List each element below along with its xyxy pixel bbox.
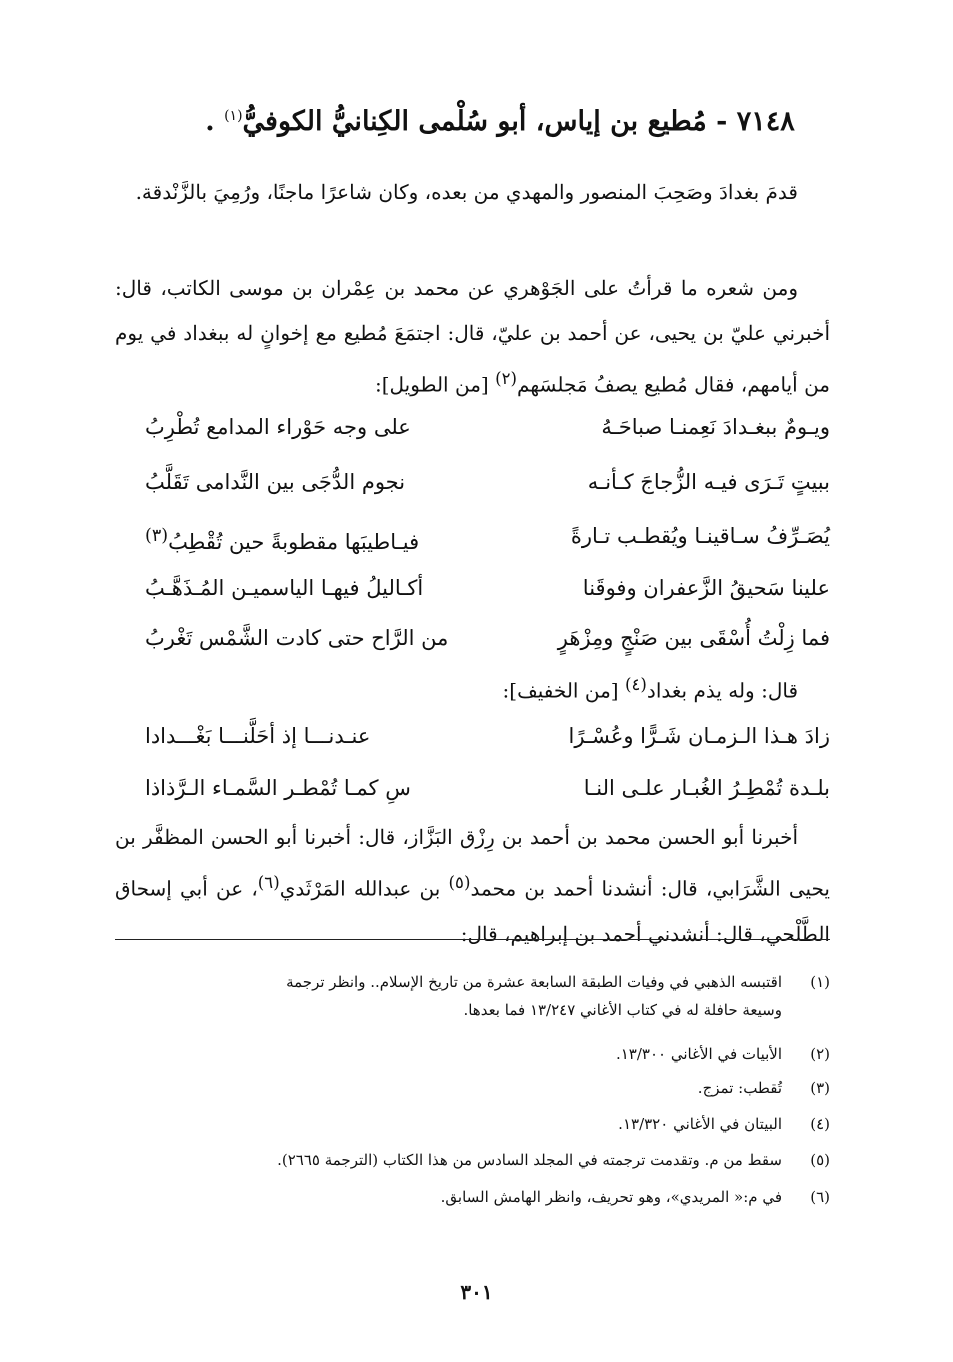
second-hemistich: من الرَّاح حتى كادت الشَّمْس تَغْربُ [145,626,449,650]
second-hemistich: نجوم الدُّجَى بين النَّدامى تَقَلَّبُ [145,470,406,494]
paragraph-4: أخبرنا أبو الحسن محمد بن أحمد بن رِزْق البَزَّاز، قال: أخبرنا أبو الحسن المظفَّر بن يحيى الشَّرَابي، قال: أنشدنا أحمد بن محمد$^{(٥)}$ بن عبدالله المَرْثَدي$^{(٦)}$، عن أبي إسحاق الطَّلْحي، قال: أنشدني أحمد بن إبراهيم، قال: [115,825,831,946]
verse-line [130,512,830,560]
footnote-1: (١)اقتبسه الذهبي في وفيات الطبقة السابعة عشرة من تاريخ الإسلام.. وانظر ترجمة وسيعة حافلة له في كتاب الأغاني ١٣/٢٤٧ فما بعدها. [286,973,830,1019]
second-hemistich: أكـاليلُ فيهـا الياسميـن المُـذَهَّـبُ [145,576,424,600]
first-hemistich: زادَ هـذا الـزمـان شَـرًّا وعُسْـرًا [568,724,830,748]
entry-title: - مُطيع بن إياس، أبو سُلْمى الكِنانيُّ الكوفيُّ [242,106,728,137]
first-hemistich: ويـومٌ ببغـدادَ نَعِمنـا صباحَـهُ [601,415,830,439]
verse-line [130,712,830,760]
footnote-4: (٤)البيتان في الأغاني ١٣/٣٢٠. [618,1115,830,1133]
verse-line [130,614,830,662]
verse-line [130,764,830,812]
second-hemistich: فيـاطيبَها مقطوبةً حين تُقْطِبُ$^{(٣)}$ [145,526,420,554]
footnote-ref: (٦) [257,873,280,892]
footnote-ref: (٢) [495,369,518,388]
verse-line [130,403,830,451]
first-hemistich: بلـدة تُمْطِـرُ الغُبـار علـى النـا [583,776,830,800]
verse-line [130,458,830,506]
page-number: ٣٠١ [460,1280,493,1304]
footnote-divider [115,939,830,940]
entry-number: ٧١٤٨ [736,106,795,137]
footnote-5: (٥)سقط من م. وتقدمت ترجمته في المجلد السادس من هذا الكتاب (الترجمة ٢٦٦٥). [277,1151,830,1169]
paragraph-3: قال: وله يذم بغداد$^{(٤)}$ [من الخفيف]: [502,675,798,703]
footnote-ref: (٣) [145,526,169,546]
heading-end: . [205,106,215,137]
second-hemistich: عنـدنـــا إذ أحَلَّنـــا بَغْـــدادا [145,724,371,748]
footnote-6: (٦)في م:« المريدي»، وهو تحريف، وانظر الهامش السابق. [440,1188,830,1206]
paragraph-2: ومن شعره ما قرأتُ على الجَوْهري عن محمد بن عِمْران بن موسى الكاتب، قال: أخبرني عليّ بن يحيى، عن أحمد بن عليّ، قال: اجتمَعَ مُطيع مع إخوانٍ له ببغداد في يوم من أيامهم، فقال مُطيع يصفُ مَجلسَهم$^{(٢)}$ [من الطويل]: [115,276,830,397]
first-hemistich: يُصَـرِّفُ سـاقينـا ويُقطـب تـارةً [570,524,830,548]
entry-heading [200,96,800,142]
footnote-2: (٢)الأبيات في الأغاني ١٣/٣٠٠. [615,1045,830,1063]
footnote-ref: (٤) [624,675,647,694]
first-hemistich: علينا سَحيقُ الزَّعفران وفوقَنا [582,576,830,600]
verse-line [130,564,830,612]
paragraph-1: قدمَ بغدادَ وصَحِبَ المنصور والمهدي من بعده، وكان شاعرًا ماجنًا، ورُمِيَ بالزَّنْدقة. [135,180,798,204]
footnote-3: (٣)تُقطب: تمزج. [697,1079,830,1097]
first-hemistich: فما زِلْتُ أُسْقَى بين صَنْجٍ ومِزْهَرٍ [557,626,830,650]
second-hemistich: على وجه حَوْراء المدامع تُطْرِبُ [145,415,411,439]
footnote-ref: (٥) [448,873,471,892]
second-hemistich: سِ كمـا تُمْطـر السَّمـاء الـرَّذاذا [145,776,411,800]
first-hemistich: ببيتٍ تَـرَى فيـه الزُّجاجَ كـأنـه [587,470,830,494]
footnote-ref: (١) [224,108,243,124]
